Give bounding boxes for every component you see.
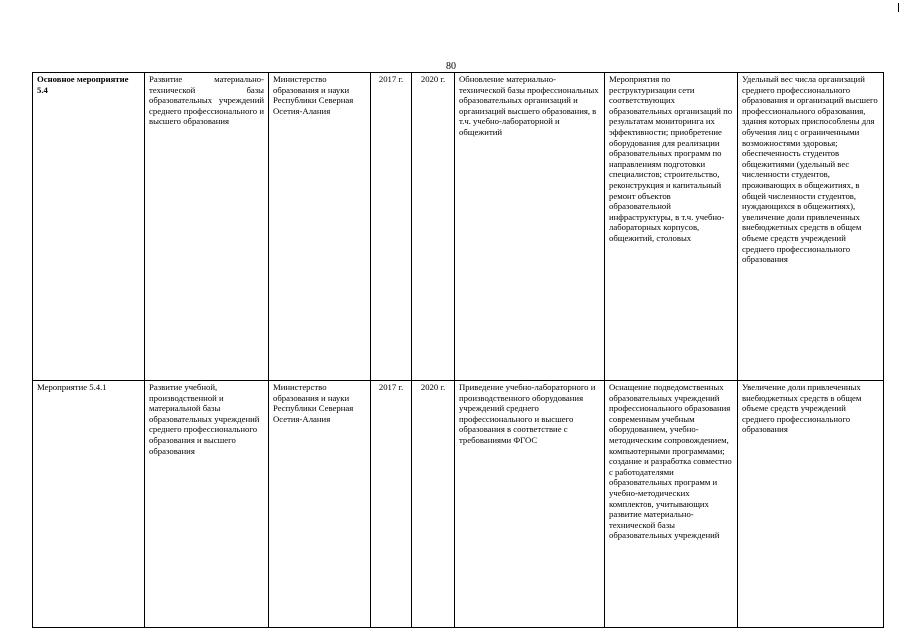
- table-row: [33, 73, 884, 381]
- start-year-cell: 2017 г.: [371, 381, 412, 628]
- activity-name-cell: Мероприятие 5.4.1: [33, 381, 145, 628]
- indicators-cell: Увеличение доли привлеченных внебюджетных средств в общем объеме средств учреждений среднего профессионального образования: [738, 381, 884, 628]
- scan-edge-mark: [898, 3, 899, 12]
- activity-name-cell: Основное мероприятие 5.4: [33, 73, 145, 381]
- activity-description-cell: Развитие учебной, производственной и материальной базы образовательных учреждений среднего профессионального образования и высшего образования: [145, 381, 269, 628]
- activities-cell: Мероприятия по реструктуризации сети соответствующих образовательных организаций по результатам мониторинга их эффективности; приобретение оборудования для реализации образовательных программ по направлениям подготовки специалистов; строительство, реконструкция и капитальный ремонт объектов образовательной инфраструктуры, в т.ч. учебно-лабораторных корпусов, общежитий, столовых: [605, 73, 738, 381]
- program-activities-table: [32, 72, 884, 628]
- expected-result-cell: Обновление материально-технической базы профессиональных образовательных организаций и организаций высшего образования, в т.ч. учебно-лабораторной и общежитий: [455, 73, 605, 381]
- expected-result-cell: Приведение учебно-лабораторного и производственного оборудования учреждений среднего профессионального и высшего образования в соответствие с требованиями ФГОС: [455, 381, 605, 628]
- table-row: [33, 381, 884, 628]
- indicators-cell: Удельный вес числа организаций среднего профессионального образования и организаций высшего профессионального образования, здания которых приспособлены для обучения лиц с ограниченными возможностями здоровья; обеспеченность студентов общежитиями (удельный вес численности студентов, проживающих в общежитиях, в общей численности студентов, нуждающихся в общежитиях), увеличение доли привлеченных внебюджетных средств в общем объеме средств учреждений среднего профессионального образования: [738, 73, 884, 381]
- end-year-cell: 2020 г.: [412, 73, 455, 381]
- start-year-cell: 2017 г.: [371, 73, 412, 381]
- activity-description-cell: Развитие материально-технической базы образовательных учреждений среднего профессионального и высшего образования: [145, 73, 269, 381]
- executor-cell: Министерство образования и науки Республики Северная Осетия-Алания: [269, 73, 371, 381]
- page-number: 80: [446, 61, 456, 72]
- end-year-cell: 2020 г.: [412, 381, 455, 628]
- activities-cell: Оснащение подведомственных образовательных учреждений профессионального образования современным учебным оборудованием, учебно-методическим сопровождением, компьютерными программами; создание и разработка совместно с работодателями образовательных программ и учебно-методических комплектов, учитывающих развитие материально-технической базы образовательных учреждений: [605, 381, 738, 628]
- executor-cell: Министерство образования и науки Республики Северная Осетия-Алания: [269, 381, 371, 628]
